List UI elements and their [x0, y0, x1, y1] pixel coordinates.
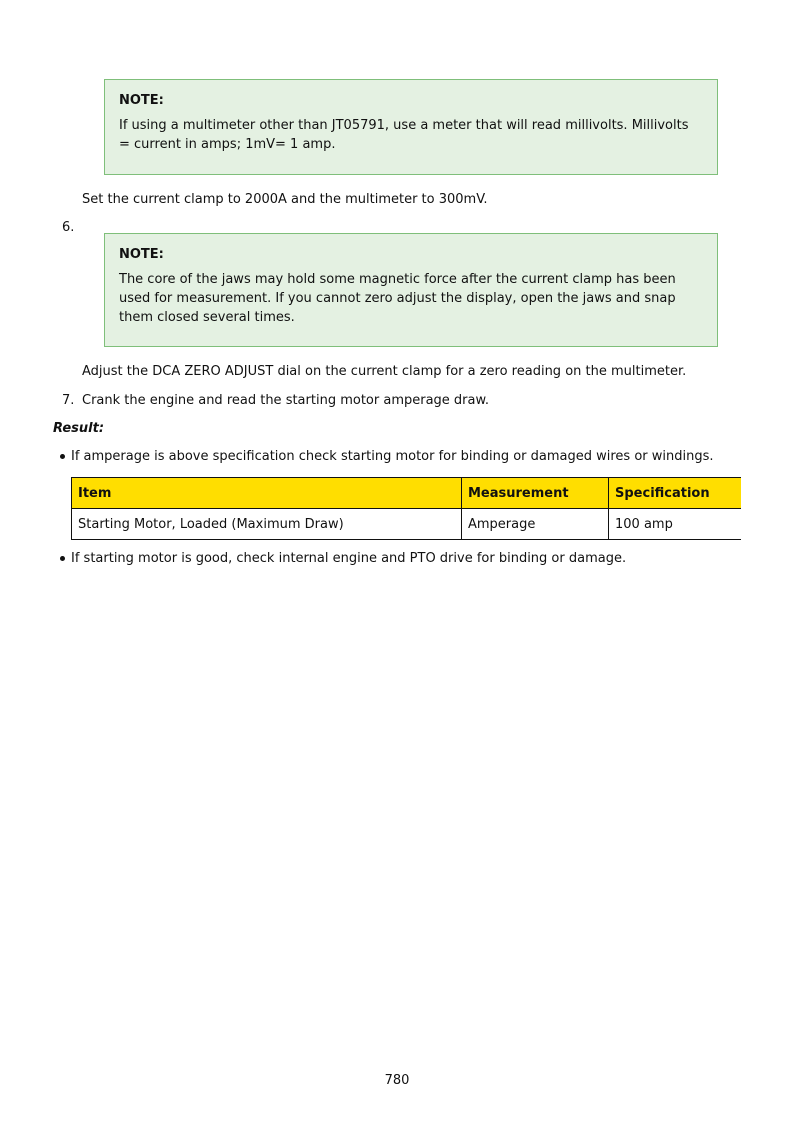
note-title: NOTE:: [119, 247, 164, 262]
column-header: Specification: [609, 478, 742, 509]
result-label: Result:: [53, 421, 105, 436]
table-cell: Starting Motor, Loaded (Maximum Draw): [72, 509, 462, 540]
note-box: [104, 233, 718, 347]
result-item: If amperage is above specification check starting motor for binding or damaged wires or windings.: [71, 449, 714, 464]
column-header: Item: [72, 478, 462, 509]
table-row: [72, 509, 742, 540]
specification-table: [71, 477, 741, 540]
page-number: 780: [384, 1073, 410, 1088]
step-number: 6.: [62, 220, 75, 235]
table-cell: 100 amp: [609, 509, 742, 540]
table-cell: Amperage: [462, 509, 609, 540]
result-item: If starting motor is good, check internal engine and PTO drive for binding or damage.: [71, 551, 627, 566]
step-text: Crank the engine and read the starting motor amperage draw.: [82, 393, 490, 408]
bullet-icon: [60, 454, 65, 459]
step-text: Set the current clamp to 2000A and the multimeter to 300mV.: [82, 192, 488, 207]
step-text: Adjust the DCA ZERO ADJUST dial on the current clamp for a zero reading on the multimeter.: [82, 364, 687, 379]
note-title: NOTE:: [119, 93, 164, 108]
note-text: If using a multimeter other than JT05791, use a meter that will read millivolts. Millivolts = current in amps; 1mV= 1 amp.: [119, 118, 689, 152]
note-text: The core of the jaws may hold some magnetic force after the current clamp has been used for measurement. If you cannot zero adjust the display, open the jaws and snap them closed several times.: [119, 272, 676, 325]
note-box: [104, 79, 718, 175]
table-header-row: [72, 478, 742, 509]
column-header: Measurement: [462, 478, 609, 509]
step-number: 7.: [62, 393, 75, 408]
bullet-icon: [60, 556, 65, 561]
